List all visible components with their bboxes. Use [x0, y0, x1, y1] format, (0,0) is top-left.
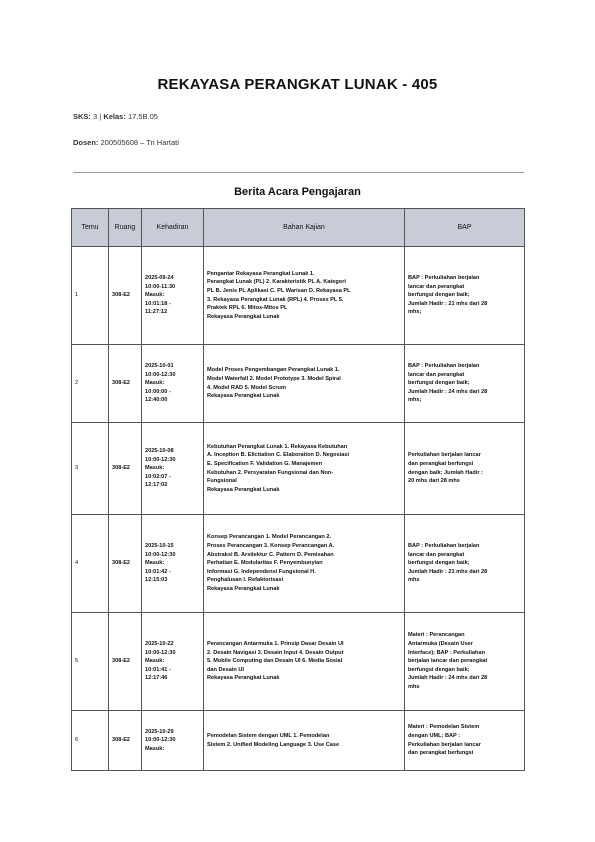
bap-line: dengan baik; Jumlah Hadir :	[408, 469, 483, 476]
cell-bap	[405, 247, 525, 345]
bahan-kajian-line: Rekayasa Perangkat Lunak	[207, 585, 280, 592]
dosen-value: 200505608 – Tri Hartati	[100, 138, 179, 147]
cell-kehadiran	[142, 423, 204, 515]
bap-line: Perkuliahan berjalan lancar	[408, 452, 481, 459]
bap-line: lancar dan perangkat	[408, 551, 465, 558]
header-bap: BAP	[405, 209, 525, 247]
bahan-kajian-line: PL B. Jenis PL Aplikasi C. PL Warisan D. Rekayasa PL	[207, 287, 351, 294]
kehadiran-line: 2025-10-01	[145, 363, 174, 370]
bap-line: mhs;	[408, 309, 422, 316]
bap-line: Materi : Pemodelan Sistem	[408, 724, 480, 731]
bap-line: BAP : Perkuliahan berjalan	[408, 543, 480, 550]
bap-line: berfungsi dengan baik;	[408, 666, 470, 673]
header-ruang: Ruang	[109, 209, 142, 247]
bahan-kajian-line: Praktek RPL 6. Mitos-Mitos PL	[207, 305, 288, 312]
kelas-value: 17.5B.05	[127, 112, 158, 121]
header-temu: Temu	[72, 209, 109, 247]
kehadiran-line: 2025-10-15	[145, 543, 174, 550]
bap-line: mhs	[408, 577, 420, 584]
bap-line: Jumlah Hadir : 21 mhs dari 28	[408, 300, 488, 307]
cell-kehadiran	[142, 345, 204, 423]
cell-bahan-kajian	[204, 423, 405, 515]
cell-bap	[405, 711, 525, 771]
cell-temu: 1	[72, 247, 109, 345]
kehadiran-line: Masuk:	[145, 658, 165, 665]
bap-line: Perkuliahan berjalan lancar	[408, 741, 481, 748]
cell-bap	[405, 423, 525, 515]
kehadiran-line: 2025-10-22	[145, 641, 174, 648]
header-bahan-kajian: Bahan Kajian	[204, 209, 405, 247]
bap-line: dengan UML; BAP :	[408, 732, 461, 739]
kehadiran-line: 12:17:02	[145, 482, 168, 489]
kehadiran-line: 10:00-12:30	[145, 456, 176, 463]
table-row	[72, 515, 525, 613]
kehadiran-line: Masuk:	[145, 465, 165, 472]
bap-line: BAP : Perkuliahan berjalan	[408, 363, 480, 370]
bap-line: Interface); BAP : Perkuliahan	[408, 649, 485, 656]
bap-line: BAP : Perkuliahan berjalan	[408, 275, 480, 282]
bap-line: Jumlah Hadir : 24 mhs dari 28	[408, 675, 488, 682]
bahan-kajian-line: Penghalusan I. Refaktorisasi	[207, 577, 284, 584]
bahan-kajian-line: 4. Model RAD 5. Model Scrum	[207, 384, 286, 391]
kehadiran-line: 10:02:07 -	[145, 473, 171, 480]
cell-bahan-kajian	[204, 247, 405, 345]
cell-bap	[405, 613, 525, 711]
cell-kehadiran	[142, 515, 204, 613]
header-kehadiran: Kehadiran	[142, 209, 204, 247]
cell-kehadiran	[142, 613, 204, 711]
bap-line: berfungsi dengan baik;	[408, 380, 470, 387]
cell-temu: 6	[72, 711, 109, 771]
cell-temu: 4	[72, 515, 109, 613]
divider	[73, 172, 524, 173]
cell-temu: 5	[72, 613, 109, 711]
kehadiran-line: 12:17:46	[145, 675, 168, 682]
bap-line: lancar dan perangkat	[408, 283, 465, 290]
kehadiran-line: 12:40:00	[145, 397, 168, 404]
bahan-kajian-line: Pengantar Rekayasa Perangkat Lunak 1.	[207, 270, 315, 277]
kehadiran-line: 10:00-12:30	[145, 371, 176, 378]
bahan-kajian-line: Kebutuhan 2. Persyaratan Fungsional dan Non-	[207, 469, 334, 476]
sks-value: 3	[93, 112, 98, 121]
bahan-kajian-line: 5. Mobile Computing dan Desain UI 6. Media Sosial	[207, 658, 343, 665]
table-body	[72, 247, 525, 771]
kehadiran-line: Masuk:	[145, 292, 165, 299]
table-row	[72, 423, 525, 515]
cell-bahan-kajian	[204, 345, 405, 423]
bap-line: Antarmuka (Desain User	[408, 641, 473, 648]
table-row	[72, 613, 525, 711]
meta-separator: |	[99, 112, 102, 121]
cell-ruang: 308-E2	[109, 423, 142, 515]
bahan-kajian-line: Rekayasa Perangkat Lunak	[207, 393, 280, 400]
bap-line: lancar dan perangkat	[408, 371, 465, 378]
kehadiran-line: 11:27:12	[145, 309, 168, 316]
bap-line: Jumlah Hadir : 21 mhs dari 28	[408, 568, 488, 575]
cell-ruang: 308-E2	[109, 345, 142, 423]
bahan-kajian-line: Abstraksi B. Arsitektur C. Pattern D. Pemisahan	[207, 551, 334, 558]
bahan-kajian-line: 2. Desain Navigasi 3. Desain Input 4. Desain Output	[207, 649, 344, 656]
bahan-kajian-line: Model Waterfall 2. Model Prototype 3. Model Spiral	[207, 375, 341, 382]
cell-bahan-kajian	[204, 515, 405, 613]
bap-table	[71, 208, 525, 771]
bap-line: Jumlah Hadir : 24 mhs dari 28	[408, 388, 488, 395]
bap-line: 20 mhs dari 28 mhs	[408, 478, 460, 485]
kehadiran-line: Masuk:	[145, 745, 165, 752]
bahan-kajian-line: Kebutuhan Perangkat Lunak 1. Rekayasa Kebutuhan	[207, 443, 348, 450]
kehadiran-line: 10:01:42 -	[145, 568, 171, 575]
bahan-kajian-line: Konsep Perancangan 1. Model Perancangan 2.	[207, 534, 332, 541]
cell-bahan-kajian	[204, 613, 405, 711]
bap-line: mhs	[408, 683, 420, 690]
dosen-label: Dosen:	[73, 138, 99, 147]
bap-line: berjalan lancar dan perangkat	[408, 658, 488, 665]
kehadiran-line: 10:00-12:30	[145, 649, 176, 656]
bahan-kajian-line: E. Specification F. Validation G. Manajemen	[207, 460, 323, 467]
bahan-kajian-line: Proses Perancangan 3. Konsep Perancangan A.	[207, 543, 335, 550]
lecturer-meta	[73, 138, 179, 147]
bap-line: berfungsi dengan baik;	[408, 292, 470, 299]
kehadiran-line: 2025-10-29	[145, 728, 174, 735]
cell-temu: 3	[72, 423, 109, 515]
bap-line: mhs;	[408, 397, 422, 404]
cell-ruang: 308-E2	[109, 515, 142, 613]
cell-bap	[405, 345, 525, 423]
cell-ruang: 308-E2	[109, 711, 142, 771]
cell-kehadiran	[142, 247, 204, 345]
kehadiran-line: 10:00-12:30	[145, 551, 176, 558]
bahan-kajian-line: Perancangan Antarmuka 1. Prinsip Dasar Desain UI	[207, 641, 344, 648]
kehadiran-line: 12:15:03	[145, 577, 168, 584]
cell-bahan-kajian	[204, 711, 405, 771]
section-title: Berita Acara Pengajaran	[234, 186, 361, 198]
course-meta	[73, 112, 158, 121]
cell-bap	[405, 515, 525, 613]
sks-label: SKS:	[73, 112, 91, 121]
cell-ruang: 308-E2	[109, 247, 142, 345]
kehadiran-line: 10:01:18 -	[145, 300, 171, 307]
bahan-kajian-line: A. Inception B. Elicitation C. Elaboration D. Negosiasi	[207, 452, 350, 459]
bap-line: berfungsi dengan baik;	[408, 560, 470, 567]
kehadiran-line: 2025-09-24	[145, 275, 174, 282]
document-title: REKAYASA PERANGKAT LUNAK - 405	[157, 76, 438, 93]
bahan-kajian-line: Rekayasa Perangkat Lunak	[207, 486, 280, 493]
kehadiran-line: Masuk:	[145, 380, 165, 387]
kehadiran-line: 10:00:00 -	[145, 388, 171, 395]
cell-ruang: 308-E2	[109, 613, 142, 711]
bap-line: dan perangkat berfungsi	[408, 460, 474, 467]
bap-line: dan perangkat berfungsi	[408, 750, 474, 757]
table-row	[72, 711, 525, 771]
bap-line: Materi : Perancangan	[408, 632, 465, 639]
cell-kehadiran	[142, 711, 204, 771]
table-row	[72, 345, 525, 423]
bahan-kajian-line: Perhatian E. Modularitas F. Penyembunyian	[207, 560, 323, 567]
kehadiran-line: Masuk:	[145, 560, 165, 567]
kehadiran-line: 10:00-11:30	[145, 283, 176, 290]
bahan-kajian-line: Rekayasa Perangkat Lunak	[207, 675, 280, 682]
bahan-kajian-line: Fungsional	[207, 478, 237, 485]
kehadiran-line: 10:00-12:30	[145, 737, 176, 744]
bahan-kajian-line: Informasi G. Independensi Fungsional H.	[207, 568, 316, 575]
cell-temu: 2	[72, 345, 109, 423]
table-row	[72, 247, 525, 345]
kehadiran-line: 2025-10-08	[145, 448, 174, 455]
bahan-kajian-line: Model Proses Pengembangan Perangkat Lunak 1.	[207, 367, 340, 374]
bahan-kajian-line: dan Desain UI	[207, 666, 244, 673]
bahan-kajian-line: Pemodelan Sistem dengan UML 1. Pemodelan	[207, 732, 330, 739]
bahan-kajian-line: Sistem 2. Unified Modeling Language 3. Use Case	[207, 741, 340, 748]
bahan-kajian-line: 3. Rekayasa Perangkat Lunak (RPL) 4. Proses PL 5.	[207, 296, 344, 303]
bahan-kajian-line: Perangkat Lunak (PL) 2. Karakteristik PL A. Kategori	[207, 279, 346, 286]
kelas-label: Kelas:	[103, 112, 126, 121]
kehadiran-line: 10:01:41 -	[145, 666, 171, 673]
table-header-row	[72, 209, 525, 247]
bahan-kajian-line: Rekayasa Perangkat Lunak	[207, 313, 280, 320]
